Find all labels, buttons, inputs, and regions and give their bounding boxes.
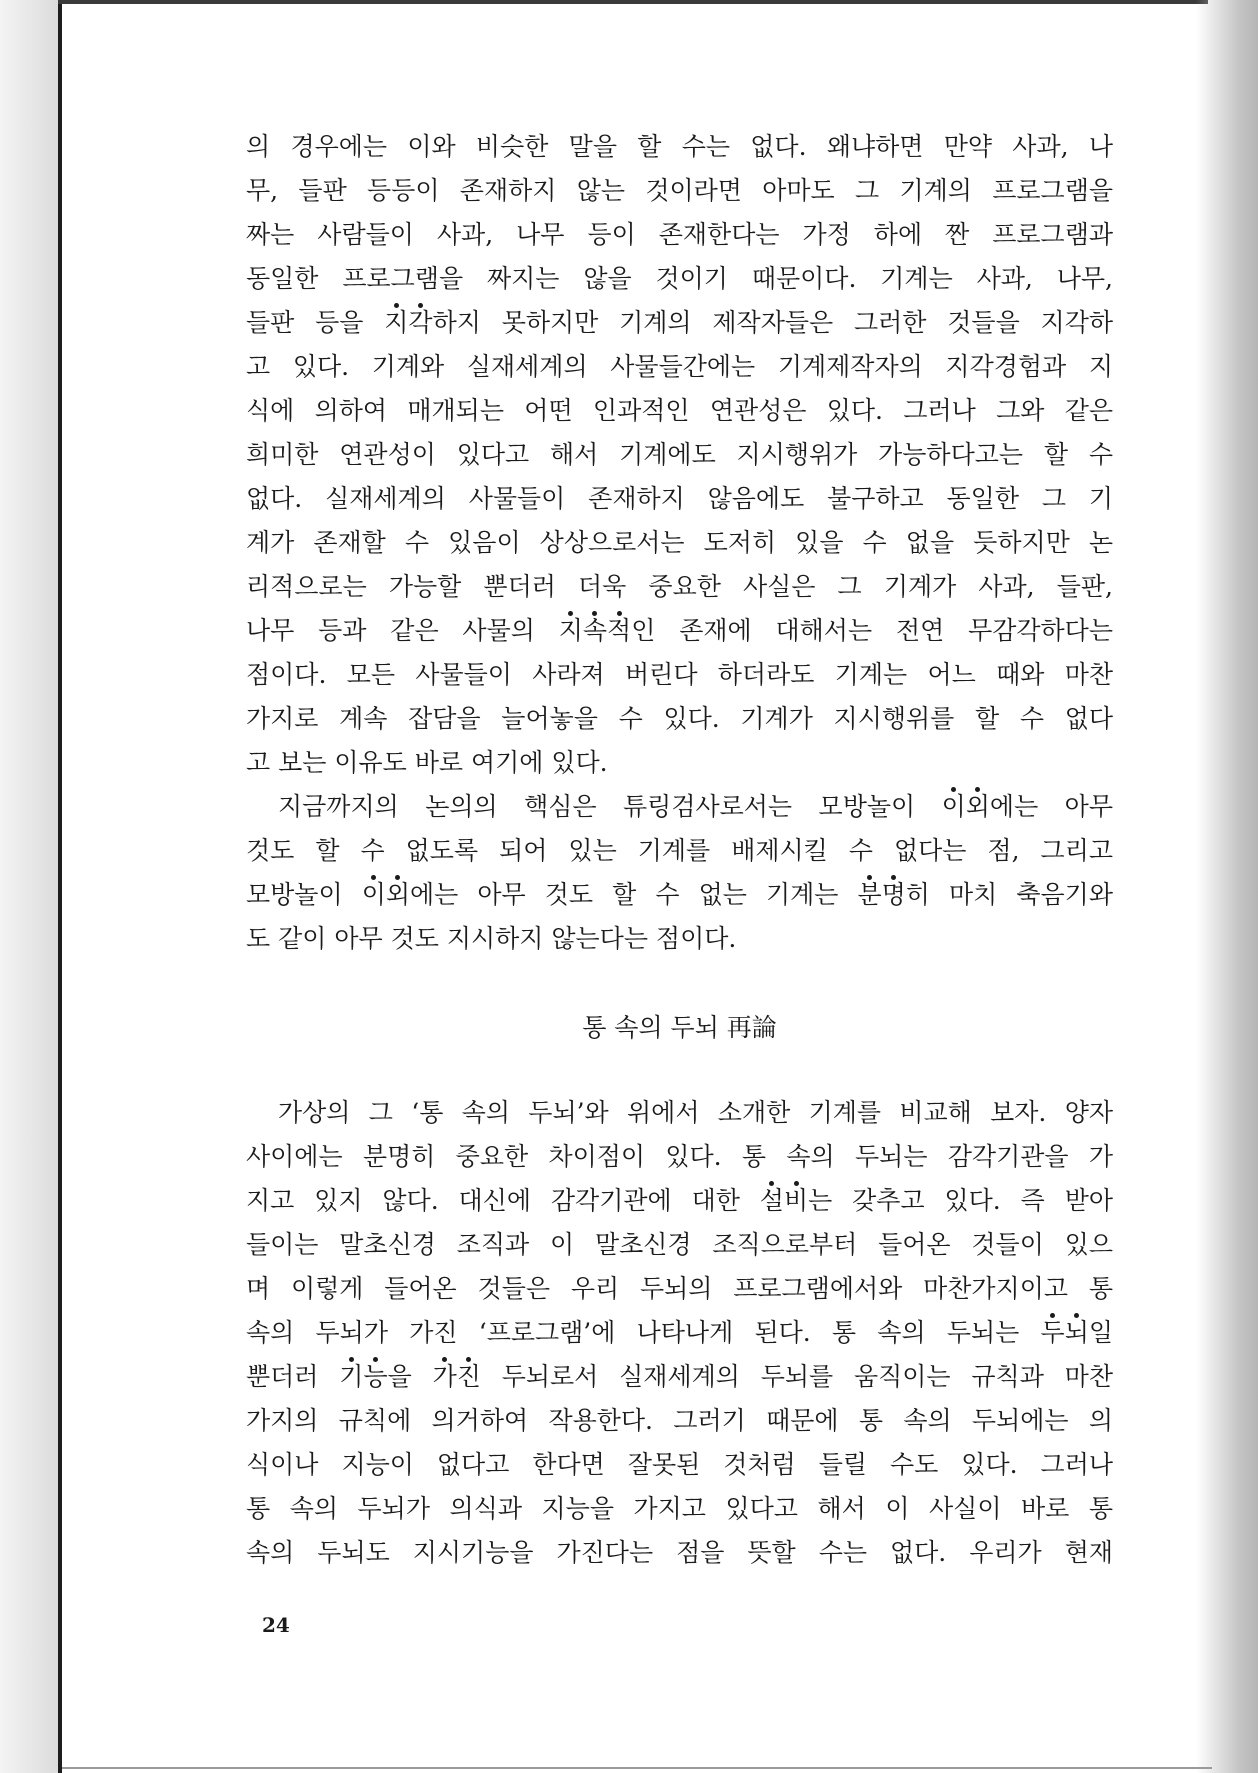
- page-left-border: [58, 0, 62, 1773]
- emphasis-dot-char: 지: [384, 308, 409, 337]
- emphasis-dot-char: 두: [1040, 1318, 1065, 1347]
- emphasis-dot-char: 가: [432, 1362, 457, 1391]
- emphasized-text: [857, 880, 905, 909]
- text-line: 점이다. 모든 사물들이 사라져 버린다 하더라도 기계는 어느 때와 마찬: [246, 660, 1113, 689]
- text-segment: 지고 있지 않다. 대신에 감각기관에 대한: [246, 1186, 760, 1215]
- text-line: 속의 두뇌도 지시기능을 가진다는 점을 뜻할 수는 없다. 우리가 현재: [246, 1538, 1113, 1567]
- text-line: [246, 1311, 1113, 1355]
- section-heading: 통 속의 두뇌 再論: [582, 1013, 777, 1042]
- emphasis-dot-char: 능: [363, 1362, 388, 1391]
- emphasized-text: [362, 880, 410, 909]
- text-line: 고 있다. 기계와 실재세계의 사물들간에는 기계제작자의 지각경험과 지: [246, 352, 1113, 381]
- text-line: 가지로 계속 잡담을 늘어놓을 수 있다. 기계가 지시행위를 할 수 없다: [246, 704, 1113, 733]
- emphasis-dot-char: 이: [361, 880, 386, 909]
- emphasis-dot-char: 각: [408, 308, 433, 337]
- emphasized-text: [433, 1362, 481, 1391]
- text-line: [246, 785, 1113, 829]
- page-right-shadow: [1196, 0, 1258, 1773]
- paragraph-brain-in-vat: [246, 1091, 1113, 1575]
- emphasis-dot-char: 진: [456, 1362, 481, 1391]
- emphasis-dot-char: 기: [339, 1362, 364, 1391]
- text-segment: 일: [1088, 1318, 1113, 1347]
- emphasis-dot-char: 외: [385, 880, 410, 909]
- text-segment: 히 마치 축음기와: [905, 880, 1113, 909]
- text-segment: 뿐더러: [246, 1362, 340, 1391]
- text-line: 동일한 프로그램을 짜지는 않을 것이기 때문이다. 기계는 사과, 나무,: [246, 264, 1113, 293]
- text-line: 도 같이 아무 것도 지시하지 않는다는 점이다.: [246, 924, 737, 953]
- text-line: 가상의 그 ‘통 속의 두뇌’와 위에서 소개한 기계를 비교해 보자. 양자: [278, 1098, 1113, 1127]
- page-top-border: [58, 0, 1208, 4]
- page-number: 24: [262, 1613, 290, 1637]
- text-line: [246, 1179, 1113, 1223]
- text-segment: 하지 못하지만 기계의 제작자들은 그러한 것들을 지각하: [432, 308, 1113, 337]
- emphasis-dot-char: 설: [759, 1186, 784, 1215]
- text-line: [246, 609, 1113, 653]
- emphasized-text: [942, 792, 990, 821]
- text-line: 무, 들판 등등이 존재하지 않는 것이라면 아마도 그 기계의 프로그램을: [246, 176, 1113, 205]
- emphasis-dot-char: 뇌: [1064, 1318, 1089, 1347]
- text-line: 사이에는 분명히 중요한 차이점이 있다. 통 속의 두뇌는 감각기관을 가: [246, 1142, 1113, 1171]
- text-line: 식이나 지능이 없다고 한다면 잘못된 것처럼 들릴 수도 있다. 그러나: [246, 1450, 1113, 1479]
- emphasized-text: [339, 1362, 387, 1391]
- text-line: 들이는 말초신경 조직과 이 말초신경 조직으로부터 들어온 것들이 있으: [246, 1230, 1113, 1259]
- text-line: 가지의 규칙에 의거하여 작용한다. 그러기 때문에 통 속의 두뇌에는 의: [246, 1406, 1113, 1435]
- text-segment: 속의 두뇌가 가진 ‘프로그램’에 나타나게 된다. 통 속의 두뇌는: [246, 1318, 1041, 1347]
- text-line: 의 경우에는 이와 비슷한 말을 할 수는 없다. 왜냐하면 만약 사과, 나: [246, 132, 1113, 161]
- page-bottom-border: [62, 1767, 1212, 1769]
- emphasized-text: [559, 616, 631, 645]
- text-segment: 모방놀이: [246, 880, 362, 909]
- text-line: 며 이렇게 들어온 것들은 우리 두뇌의 프로그램에서와 마찬가지이고 통: [246, 1274, 1113, 1303]
- text-line: 고 보는 이유도 바로 여기에 있다.: [246, 748, 608, 777]
- emphasized-text: [1041, 1318, 1089, 1347]
- paragraph-continued: [246, 125, 1113, 785]
- text-line: 계가 존재할 수 있음이 상상으로서는 도저히 있을 수 없을 듯하지만 논: [246, 528, 1113, 557]
- text-line: 통 속의 두뇌가 의식과 지능을 가지고 있다고 해서 이 사실이 바로 통: [246, 1494, 1113, 1523]
- text-line: 식에 의하여 매개되는 어떤 인과적인 연관성은 있다. 그러나 그와 같은: [246, 396, 1113, 425]
- text-line: [246, 873, 1113, 917]
- text-line: 짜는 사람들이 사과, 나무 등이 존재한다는 가정 하에 짠 프로그램과: [246, 220, 1113, 249]
- text-line: 것도 할 수 없도록 되어 있는 기계를 배제시킬 수 없다는 점, 그리고: [246, 836, 1113, 865]
- text-segment: 나무 등과 같은 사물의: [246, 616, 559, 645]
- emphasis-dot-char: 적: [607, 616, 632, 645]
- paragraph-summary: [246, 785, 1113, 961]
- emphasized-text: [384, 308, 432, 337]
- text-segment: 인 존재에 대해서는 전연 무감각하다는: [631, 616, 1113, 645]
- text-line: 없다. 실재세계의 사물들이 존재하지 않음에도 불구하고 동일한 그 기: [246, 484, 1113, 513]
- emphasis-dot-char: 명: [881, 880, 906, 909]
- text-line: [246, 1355, 1113, 1399]
- text-segment: 에는 아무: [989, 792, 1113, 821]
- emphasis-dot-char: 이: [941, 792, 966, 821]
- text-segment: 을: [387, 1362, 433, 1391]
- text-line: 희미한 연관성이 있다고 해서 기계에도 지시행위가 가능하다고는 할 수: [246, 440, 1113, 469]
- text-line: [246, 301, 1113, 345]
- text-segment: 는 갖추고 있다. 즉 받아: [808, 1186, 1114, 1215]
- emphasis-dot-char: 지: [558, 616, 583, 645]
- text-segment: 두뇌로서 실재세계의 두뇌를 움직이는 규칙과 마찬: [480, 1362, 1113, 1391]
- text-segment: 지금까지의 논의의 핵심은 튜링검사로서는 모방놀이: [278, 792, 942, 821]
- page-spine-edge: [0, 0, 58, 1773]
- text-segment: 에는 아무 것도 할 수 없는 기계는: [410, 880, 858, 909]
- text-line: 리적으로는 가능할 뿐더러 더욱 중요한 사실은 그 기계가 사과, 들판,: [246, 572, 1113, 601]
- emphasis-dot-char: 비: [783, 1186, 809, 1215]
- emphasis-dot-char: 분: [857, 880, 882, 909]
- emphasis-dot-char: 외: [965, 792, 990, 821]
- emphasized-text: [760, 1186, 808, 1215]
- emphasis-dot-char: 속: [582, 616, 608, 645]
- text-segment: 들판 등을: [246, 308, 385, 337]
